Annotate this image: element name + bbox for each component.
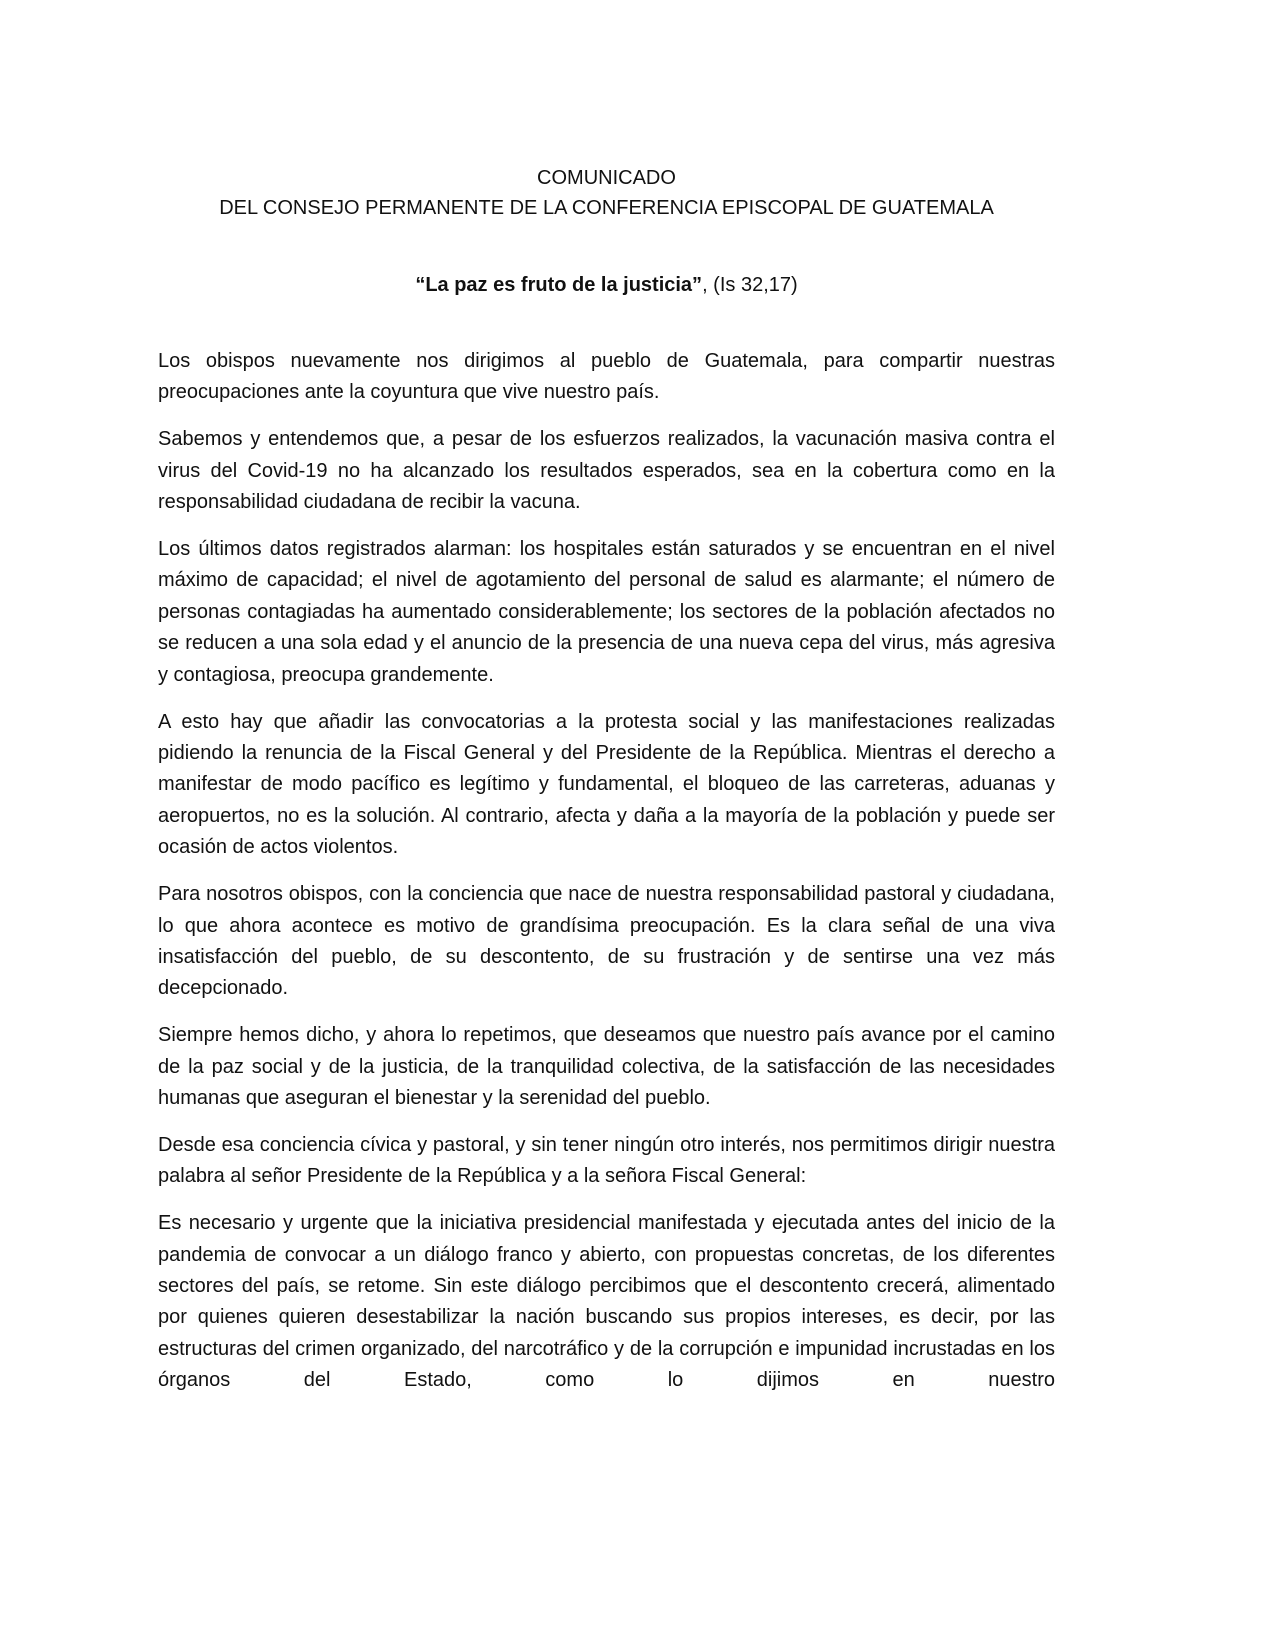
epigraph <box>158 270 1055 300</box>
paragraph-6: Siempre hemos dicho, y ahora lo repetimos, que deseamos que nuestro país avance por el camino de la paz social y de la justicia, de la tranquilidad colectiva, de la satisfacción de las necesidades humanas que aseguran el bienestar y la serenidad del pueblo. <box>158 1024 1055 1110</box>
header-subtitle: DEL CONSEJO PERMANENTE DE LA CONFERENCIA EPISCOPAL DE GUATEMALA <box>219 197 994 219</box>
paragraph-1: Los obispos nuevamente nos dirigimos al pueblo de Guatemala, para compartir nuestras preocupaciones ante la coyuntura que vive nuestro país. <box>158 350 1055 404</box>
paragraph-5: Para nosotros obispos, con la conciencia que nace de nuestra responsabilidad pastoral y ciudadana, lo que ahora acontece es motivo de grandísima preocupación. Es la clara señal de una viva insatisfacción del pueblo, de su descontento, de su frustración y de sentirse una vez más decepcionado. <box>158 883 1055 1000</box>
paragraph-2: Sabemos y entendemos que, a pesar de los esfuerzos realizados, la vacunación masiva contra el virus del Covid-19 no ha alcanzado los resultados esperados, sea en la cobertura como en la responsabilidad ciudadana de recibir la vacuna. <box>158 428 1055 514</box>
paragraph-4: A esto hay que añadir las convocatorias a la protesta social y las manifestaciones realizadas pidiendo la renuncia de la Fiscal General y del Presidente de la República. Mientras el derecho a manifestar de modo pacífico es legítimo y fundamental, el bloqueo de las carreteras, aduanas y aeropuertos, no es la solución. Al contrario, afecta y daña a la mayoría de la población y puede ser ocasión de actos violentos. <box>158 710 1055 859</box>
document-header <box>158 163 1055 223</box>
paragraph-7: Desde esa conciencia cívica y pastoral, y sin tener ningún otro interés, nos permitimos dirigir nuestra palabra al señor Presidente de la República y a la señora Fiscal General: <box>158 1133 1055 1188</box>
epigraph-reference: , (Is 32,17) <box>702 274 798 296</box>
paragraph-3: Los últimos datos registrados alarman: los hospitales están saturados y se encuentran en el nivel máximo de capacidad; el nivel de agotamiento del personal de salud es alarmante; el número de personas contagiadas ha aumentado considerablemente; los sectores de la población afectados no se reducen a una sola edad y el anuncio de la presencia de una nueva cepa del virus, más agresiva y contagiosa, preocupa grandemente. <box>158 538 1055 686</box>
header-title: COMUNICADO <box>537 167 676 189</box>
document-body <box>158 346 1055 1397</box>
paragraph-8: Es necesario y urgente que la iniciativa presidencial manifestada y ejecutada antes del inicio de la pandemia de convocar a un diálogo franco y abierto, con propuestas concretas, de los diferentes sectores del país, se retome. Sin este diálogo percibimos que el descontento crecerá, alimentado por quienes quieren desestabilizar la nación buscando sus propios intereses, es decir, por las estructuras del crimen organizado, del narcotráfico y de la corrupción e impunidad incrustadas en los órganos del Estado, como lo dijimos en nuestro <box>158 1212 1055 1392</box>
epigraph-quote: “La paz es fruto de la justicia” <box>415 274 703 296</box>
